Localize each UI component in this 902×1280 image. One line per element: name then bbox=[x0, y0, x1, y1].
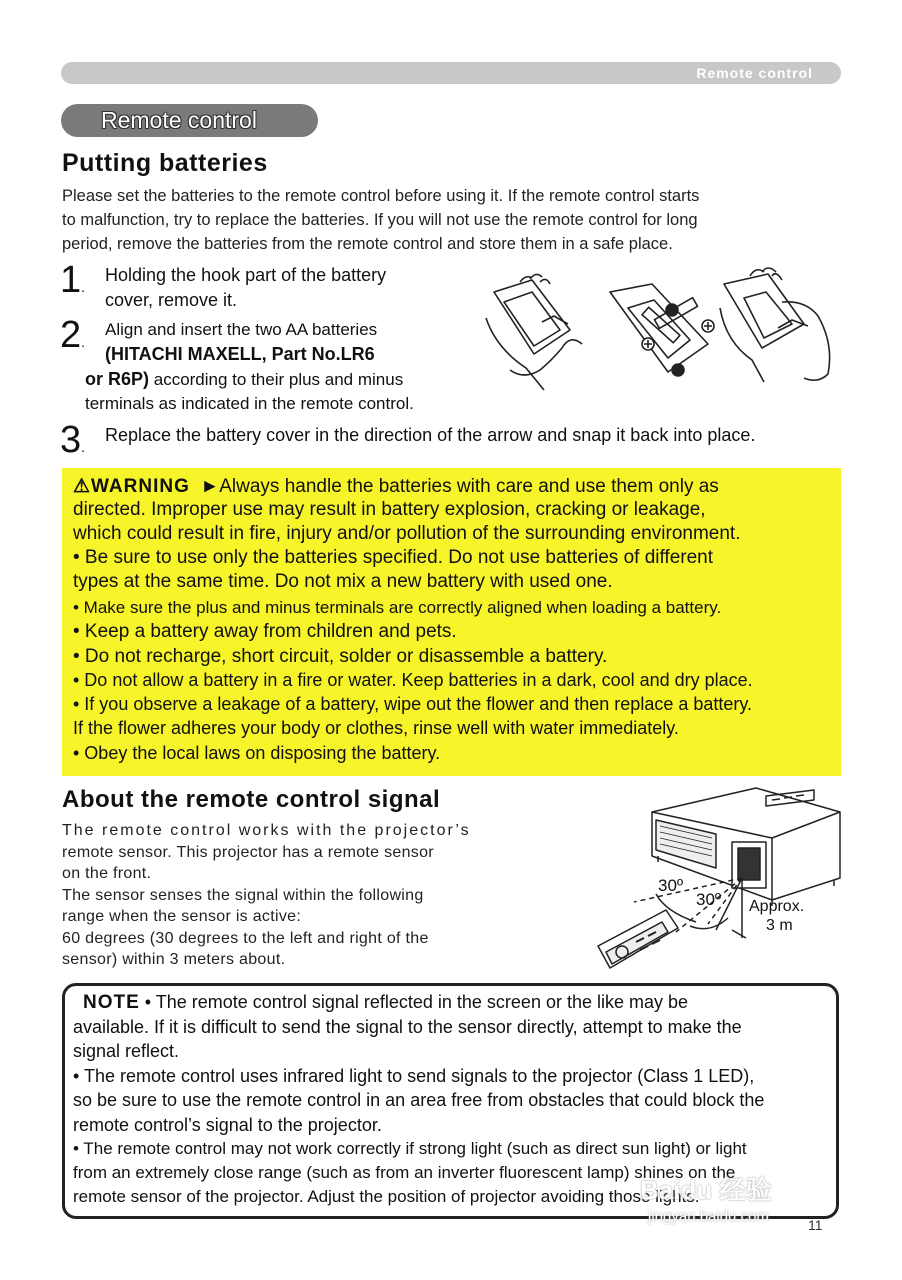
note-line-3: signal reflect. bbox=[73, 1041, 180, 1061]
signal-line-3: on the front. bbox=[62, 865, 152, 882]
warning-line-8: • Do not recharge, short circuit, solder or disassemble a battery. bbox=[73, 646, 608, 667]
warning-line-7: • Keep a battery away from children and pets. bbox=[73, 621, 457, 642]
note-line-4: • The remote control uses infrared light to send signals to the projector (Class 1 LED), bbox=[73, 1066, 755, 1086]
step-1-line-1: Holding the hook part of the battery bbox=[105, 265, 387, 285]
warning-line-11: If the flower adheres your body or clothes, rinse well with water immediately. bbox=[73, 718, 679, 738]
step-3-number: 3. bbox=[60, 419, 86, 461]
signal-line-6: 60 degrees (30 degrees to the left and right of the bbox=[62, 929, 429, 947]
step-2-line-4: terminals as indicated in the remote control. bbox=[85, 394, 414, 413]
distance-label-1: Approx. bbox=[749, 898, 805, 915]
signal-heading: About the remote control signal bbox=[62, 786, 441, 813]
warning-line-12: • Obey the local laws on disposing the battery. bbox=[73, 743, 441, 763]
step-3-line-1: Replace the battery cover in the direction of the arrow and snap it back into place. bbox=[105, 425, 756, 445]
angle-left-label: 30º bbox=[658, 876, 684, 895]
remote-signal-diagram bbox=[596, 782, 846, 978]
signal-line-1: The remote control works with the projector’s bbox=[62, 822, 471, 839]
page-number: 11 bbox=[808, 1217, 823, 1233]
signal-line-2: remote sensor. This projector has a remote sensor bbox=[62, 843, 434, 861]
warning-line-3: which could result in fire, injury and/or pollution of the surrounding environment. bbox=[73, 523, 741, 544]
step-2-number: 2. bbox=[60, 314, 86, 356]
warning-line-5: types at the same time. Do not mix a new battery with used one. bbox=[73, 571, 613, 592]
step-1-number: 1. bbox=[60, 259, 86, 301]
angle-right-label: 30º bbox=[696, 890, 722, 909]
warning-box bbox=[62, 468, 841, 776]
warning-line-10: • If you observe a leakage of a battery, wipe out the flower and then replace a battery. bbox=[73, 694, 753, 714]
warning-line-4: • Be sure to use only the batteries specified. Do not use batteries of different bbox=[73, 547, 714, 568]
section-title: Remote control bbox=[101, 107, 257, 133]
note-line-9: remote sensor of the projector. Adjust the position of projector avoiding those lights. bbox=[73, 1187, 700, 1206]
batteries-intro-line-1: Please set the batteries to the remote control before using it. If the remote control starts bbox=[62, 187, 700, 205]
warning-line-6: • Make sure the plus and minus terminals are correctly aligned when loading a battery. bbox=[73, 598, 722, 617]
batteries-heading: Putting batteries bbox=[62, 149, 268, 177]
step-2-line-3: or R6P) according to their plus and minus bbox=[85, 369, 404, 389]
note-line-6: remote control’s signal to the projector. bbox=[73, 1115, 382, 1135]
warning-line-9: • Do not allow a battery in a fire or water. Keep batteries in a dark, cool and dry place. bbox=[73, 670, 753, 690]
distance-label-2: 3 m bbox=[766, 917, 793, 934]
signal-line-4: The sensor senses the signal within the following bbox=[62, 886, 424, 904]
note-label: NOTE bbox=[83, 992, 140, 1013]
signal-line-5: range when the sensor is active: bbox=[62, 908, 302, 925]
running-title: Remote control bbox=[696, 65, 813, 81]
step-2-line-1: Align and insert the two AA batteries bbox=[105, 320, 378, 339]
watermark-logo: Baidu 经验 bbox=[640, 1175, 772, 1205]
running-header bbox=[61, 62, 841, 84]
signal-line-7: sensor) within 3 meters about. bbox=[62, 951, 286, 968]
warning-line-2: directed. Improper use may result in battery explosion, cracking or leakage, bbox=[73, 499, 706, 520]
step-2-line-2: (HITACHI MAXELL, Part No.LR6 bbox=[105, 344, 375, 364]
note-line-8: from an extremely close range (such as from an inverter fluorescent lamp) shines on the bbox=[73, 1163, 736, 1182]
step-1-line-2: cover, remove it. bbox=[105, 290, 238, 310]
battery-illustration bbox=[482, 262, 844, 394]
note-line-1: NOTE • The remote control signal reflected in the screen or the like may be bbox=[73, 992, 688, 1014]
note-line-7: • The remote control may not work correctly if strong light (such as direct sun light) or light bbox=[73, 1139, 747, 1158]
signal-description bbox=[62, 820, 506, 971]
note-line-2: available. If it is difficult to send the signal to the sensor directly, attempt to make the bbox=[73, 1017, 742, 1037]
warning-line-1: ⚠WARNING ►Always handle the batteries with care and use them only as bbox=[73, 476, 719, 497]
warning-label: ⚠WARNING bbox=[73, 476, 190, 497]
note-line-5: so be sure to use the remote control in an area free from obstacles that could block the bbox=[73, 1090, 765, 1110]
watermark-url: jingyan.baidu.com bbox=[648, 1208, 769, 1225]
section-title-pill bbox=[61, 104, 318, 137]
batteries-intro-line-2: to malfunction, try to replace the batteries. If you will not use the remote control for long bbox=[62, 211, 698, 229]
batteries-intro-line-3: period, remove the batteries from the remote control and store them in a safe place. bbox=[62, 235, 673, 253]
